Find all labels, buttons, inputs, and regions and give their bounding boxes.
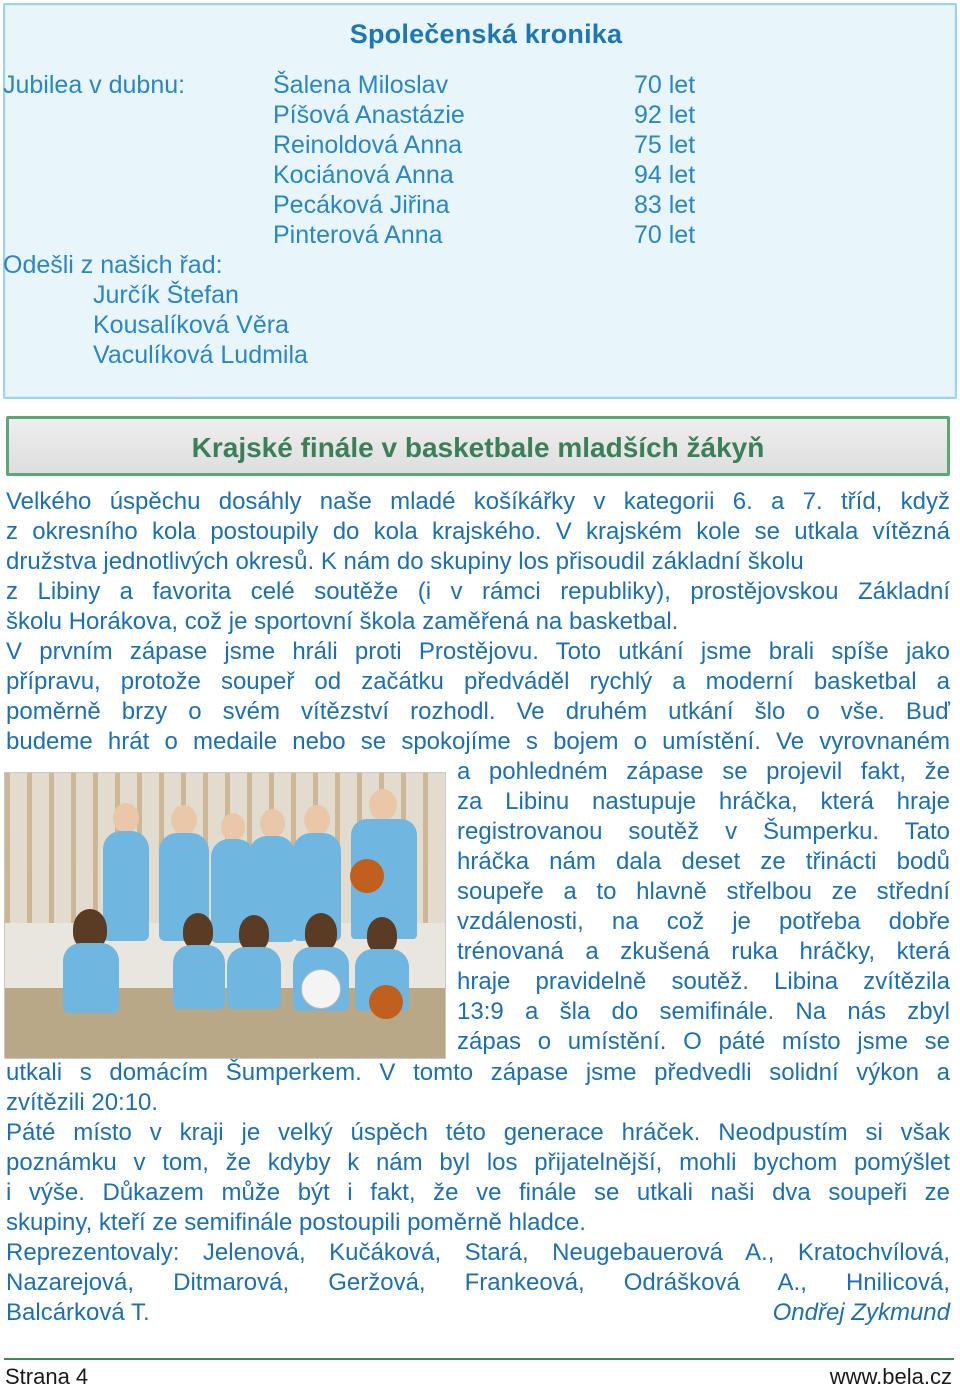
article-line: trénovaná a zkušená ruka hráčky, která (457, 938, 950, 965)
jubilee-age: 75 let (634, 131, 696, 159)
article-line: Velkého úspěchu dosáhly naše mladé košíkářky v kategorii 6. a 7. tříd, když (6, 488, 950, 515)
article-line: poměrně brzy o svém vítězství rozhodl. Ve druhém utkání šlo o vše. Buď (6, 698, 950, 725)
player-head (260, 809, 285, 838)
article-line: a pohledném zápase se projevil fakt, že (457, 758, 950, 785)
article-line: zvítězili 20:10. (6, 1089, 159, 1116)
article-heading: Krajské finále v basketbale mladších žákyň (191, 432, 765, 463)
article-line: školu Horákova, což je sportovní škola zaměřená na basketbal. (6, 608, 679, 635)
coach-head (369, 789, 397, 821)
jubilee-age: 92 let (634, 101, 696, 129)
jubilee-label: Jubilea v dubnu: (3, 71, 186, 99)
article-line: družstva jednotlivých okresů. K nám do skupiny los přisoudil základní školu (6, 548, 804, 575)
article-line: Balcárková T. (6, 1299, 150, 1326)
article-line: poznámku v tom, že kdyby k nám byl los přijatelnější, mohli bychom pomýšlet (6, 1149, 950, 1176)
article-line: soupeře a to hlavně střelbou ze střední (457, 878, 950, 905)
team-photo (4, 772, 446, 1059)
departed-name: Jurčík Štefan (93, 281, 239, 309)
volleyball (301, 969, 341, 1009)
article-line: utkali s domácím Šumperkem. V tomto zápase jsme předvedli solidní výkon a (6, 1059, 950, 1086)
departed-name: Kousalíková Věra (93, 311, 289, 339)
article-line: i výše. Důkazem může být i fakt, že ve finále se utkali naši dva soupeři ze (6, 1179, 950, 1206)
player-head (221, 813, 245, 841)
player-head (113, 803, 139, 833)
player-figure (103, 831, 149, 941)
chronicle-title: Společenská kronika (349, 19, 623, 49)
jubilee-name: Šalena Miloslav (273, 71, 449, 99)
player-head (304, 805, 330, 835)
departed-name: Vaculíková Ludmila (93, 341, 308, 369)
article-line: skupiny, kteří ze semifinále postoupili poměrně hladce. (6, 1209, 586, 1236)
article-line: hraje pravidelně soutěž. Libina zvítězila (457, 968, 950, 995)
jubilee-name: Kociánová Anna (273, 161, 454, 189)
player-hair (239, 915, 269, 951)
departed-label: Odešli z našich řad: (3, 251, 223, 279)
jubilee-name: Reinoldová Anna (273, 131, 463, 159)
jubilee-age: 70 let (634, 71, 696, 99)
article-line: registrovanou soutěž v Šumperku. Tato (457, 818, 950, 845)
jubilee-age: 70 let (634, 221, 696, 249)
article-signature: Ondřej Zykmund (772, 1299, 950, 1326)
player-hair (367, 917, 397, 953)
article-line: budeme hrát o medaile nebo se spokojíme s bojem o umístění. Ve vyrovnaném (6, 728, 950, 755)
basketball (350, 859, 384, 893)
player-figure (227, 947, 281, 1009)
article-line: vzdálenosti, na což je potřeba dobře (457, 908, 950, 935)
page-number: Strana 4 (5, 1364, 89, 1389)
article-line: přípravu, protože soupeř od začátku předváděl rychlý a moderní basketbal a (6, 668, 950, 695)
site-url: www.bela.cz (829, 1364, 952, 1389)
basketball (369, 985, 403, 1019)
jubilee-name: Pecáková Jiřina (273, 191, 450, 219)
section-heading-bar (6, 416, 950, 476)
player-head (171, 805, 197, 835)
article-line: za Libinu nastupuje hráčka, která hraje (457, 788, 950, 815)
article-line: 13:9 a šla do semifinále. Na nás zbyl (457, 998, 950, 1025)
article-line: Reprezentovaly: Jelenová, Kučáková, Stará, Neugebauerová A., Kratochvílová, (6, 1239, 950, 1266)
article-line: z okresního kola postoupily do kola krajského. V krajském kole se utkala vítězná (6, 518, 950, 545)
article-line: hráčka nám dala deset ze třinácti bodů (457, 848, 950, 875)
article-line: zápas o umístění. O páté místo jsme se (457, 1028, 950, 1055)
player-hair (183, 913, 213, 949)
jubilee-age: 94 let (634, 161, 696, 189)
jubilee-name: Píšová Anastázie (273, 101, 465, 129)
article-line: Páté místo v kraji je velký úspěch této generace hráček. Neodpustím si však (6, 1119, 950, 1146)
player-hair (305, 913, 337, 951)
player-figure (63, 943, 119, 1013)
article-line: z Libiny a favorita celé soutěže (i v rámci republiky), prostějovskou Základní (6, 578, 950, 605)
article-line: V prvním zápase jsme hráli proti Prostějovu. Toto utkání jsme brali spíše jako (6, 638, 950, 665)
player-figure (173, 945, 225, 1009)
jubilee-age: 83 let (634, 191, 696, 219)
jubilee-name: Pinterová Anna (273, 221, 443, 249)
footer-divider (4, 1358, 954, 1360)
article-line: Nazarejová, Ditmarová, Geržová, Frankeová, Odrášková A., Hnilicová, (6, 1269, 950, 1296)
